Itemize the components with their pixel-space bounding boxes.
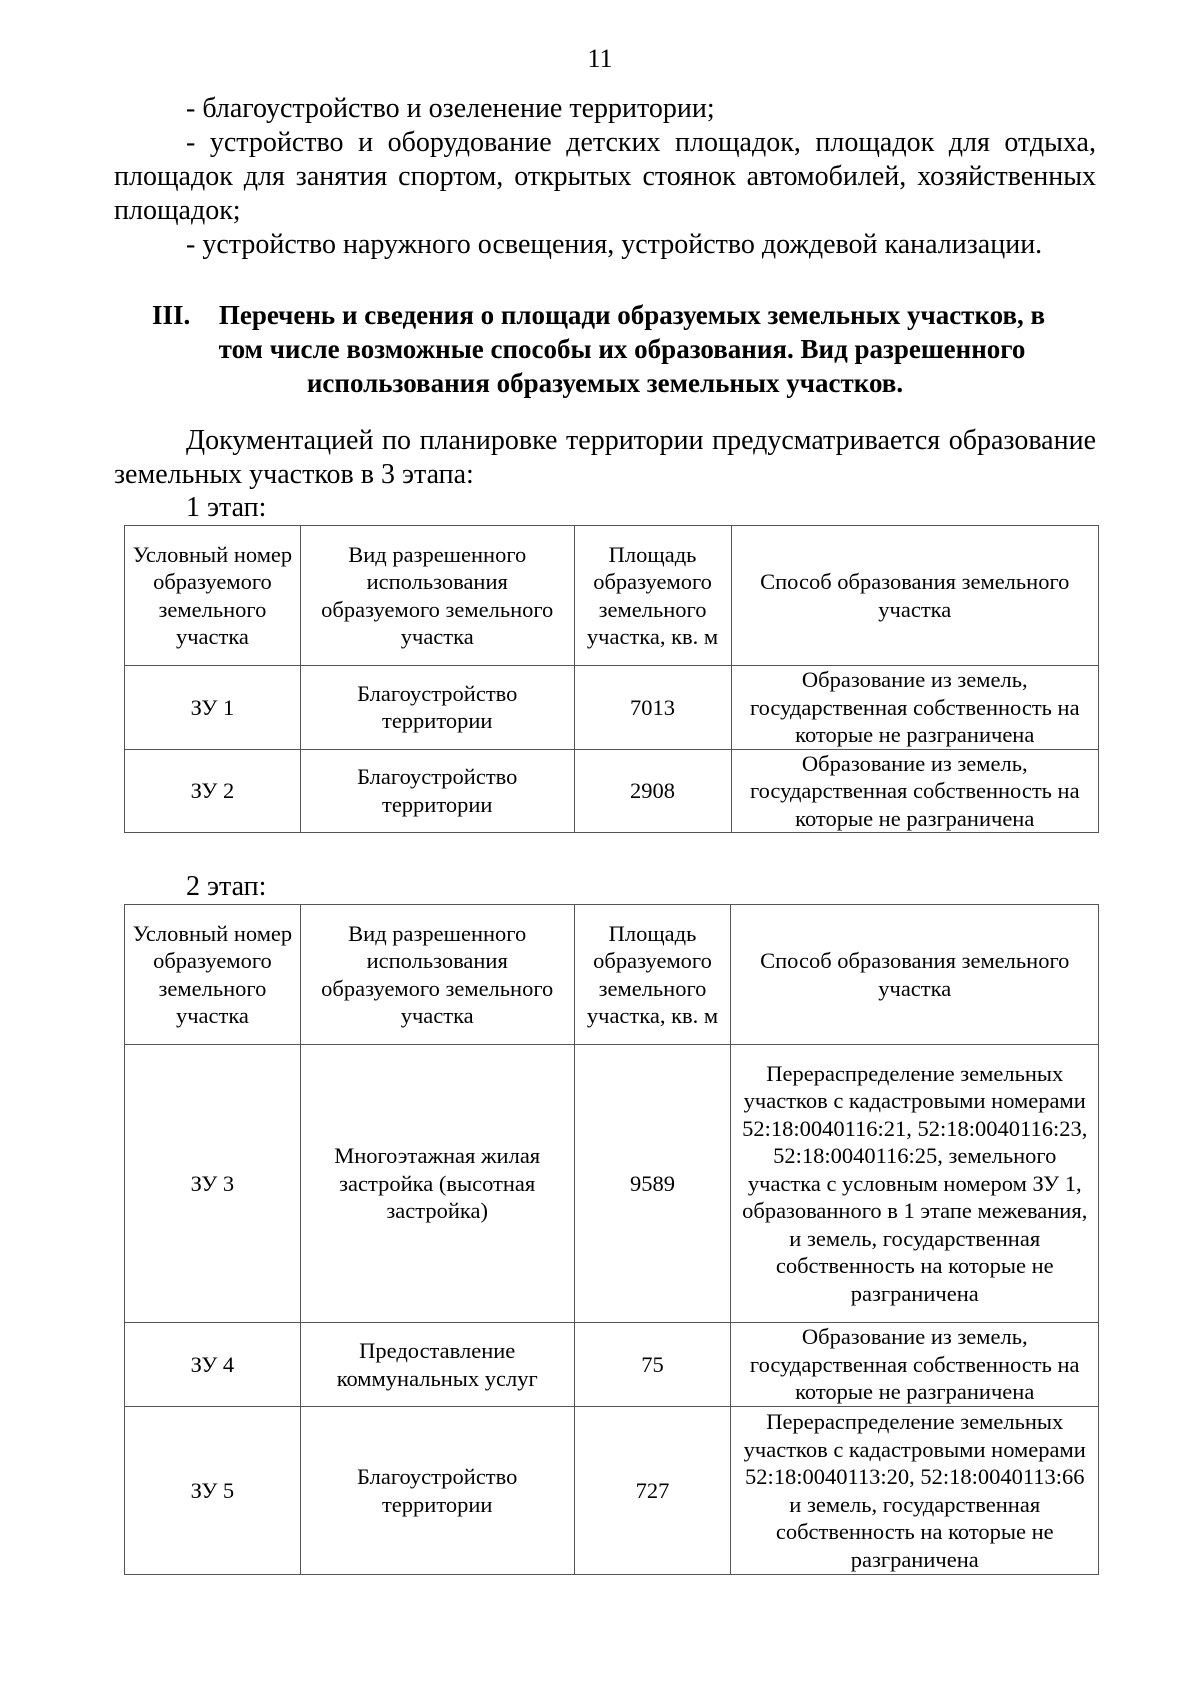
table-row <box>125 1045 1099 1323</box>
section-heading <box>114 298 1096 400</box>
plot-method: Перераспределение земельных участков с кадастровыми номерами 52:18:0040113:20, 52:18:0040113:66 и земель, государственная собственность на которые не разграничена <box>731 1407 1099 1575</box>
plot-method: Образование из земель, государственная собственность на которые не разграничена <box>731 1323 1099 1407</box>
plot-id: ЗУ 4 <box>125 1323 301 1407</box>
header-cell: Способ образования земельного участка <box>731 526 1098 666</box>
plot-use: Предоставление коммунальных услуг <box>300 1323 574 1407</box>
header-cell: Площадь образуемого земельного участка, кв. м <box>574 905 731 1045</box>
plot-id: ЗУ 2 <box>125 749 301 833</box>
stage2-table <box>124 904 1099 1575</box>
plot-use: Многоэтажная жилая застройка (высотная застройка) <box>300 1045 574 1323</box>
list-item: - устройство наружного освещения, устройство дождевой канализации. <box>186 229 1043 260</box>
table-header-row <box>125 905 1099 1045</box>
table-row <box>125 749 1099 833</box>
section-title-line: использования образуемых земельных участков. <box>306 368 904 398</box>
intro-text: Документацией по планировке территории предусматривается образование земельных участков в 3 этапа: <box>114 425 1096 490</box>
plot-method: Образование из земель, государственная собственность на которые не разграничена <box>731 749 1098 833</box>
table-row <box>125 1407 1099 1575</box>
header-cell: Вид разрешенного использования образуемого земельного участка <box>300 526 574 666</box>
plot-id: ЗУ 1 <box>125 666 301 750</box>
stage2-label: 2 этап: <box>186 871 267 902</box>
section-title-line: том числе возможные способы их образования. Вид разрешенного <box>218 334 1026 364</box>
plot-area: 75 <box>574 1323 731 1407</box>
table-row <box>125 666 1099 750</box>
table-row <box>125 1323 1099 1407</box>
plot-area: 7013 <box>574 666 731 750</box>
plot-method: Образование из земель, государственная собственность на которые не разграничена <box>731 666 1098 750</box>
plot-method: Перераспределение земельных участков с кадастровыми номерами 52:18:0040116:21, 52:18:0040116:23, 52:18:0040116:25, земельного участка с условным номером ЗУ 1, образованного в 1 этапе межевания, и земель, государственная собственность на которые не разграничена <box>731 1045 1099 1323</box>
section-number: III. <box>152 300 191 330</box>
plot-id: ЗУ 5 <box>125 1407 301 1575</box>
section-title-line: Перечень и сведения о площади образуемых земельных участков, в <box>218 300 1046 330</box>
table-header-row <box>125 526 1099 666</box>
intro-paragraph <box>114 424 1096 492</box>
list-item: - устройство и оборудование детских площадок, площадок для отдыха, площадок для занятия спортом, открытых стоянок автомобилей, хозяйственных площадок; <box>114 127 1096 226</box>
works-list <box>114 92 1096 262</box>
header-cell: Условный номер образуемого земельного участка <box>125 905 301 1045</box>
page-number: 11 <box>587 44 613 73</box>
plot-use: Благоустройство территории <box>300 666 574 750</box>
header-cell: Вид разрешенного использования образуемого земельного участка <box>300 905 574 1045</box>
plot-area: 727 <box>574 1407 731 1575</box>
plot-use: Благоустройство территории <box>300 749 574 833</box>
header-cell: Способ образования земельного участка <box>731 905 1099 1045</box>
header-cell: Условный номер образуемого земельного участка <box>125 526 301 666</box>
plot-area: 9589 <box>574 1045 731 1323</box>
plot-use: Благоустройство территории <box>300 1407 574 1575</box>
header-cell: Площадь образуемого земельного участка, кв. м <box>574 526 731 666</box>
plot-id: ЗУ 3 <box>125 1045 301 1323</box>
stage1-table <box>124 525 1099 833</box>
stage1-label: 1 этап: <box>186 492 267 523</box>
list-item: - благоустройство и озеленение территории; <box>186 93 715 124</box>
plot-area: 2908 <box>574 749 731 833</box>
